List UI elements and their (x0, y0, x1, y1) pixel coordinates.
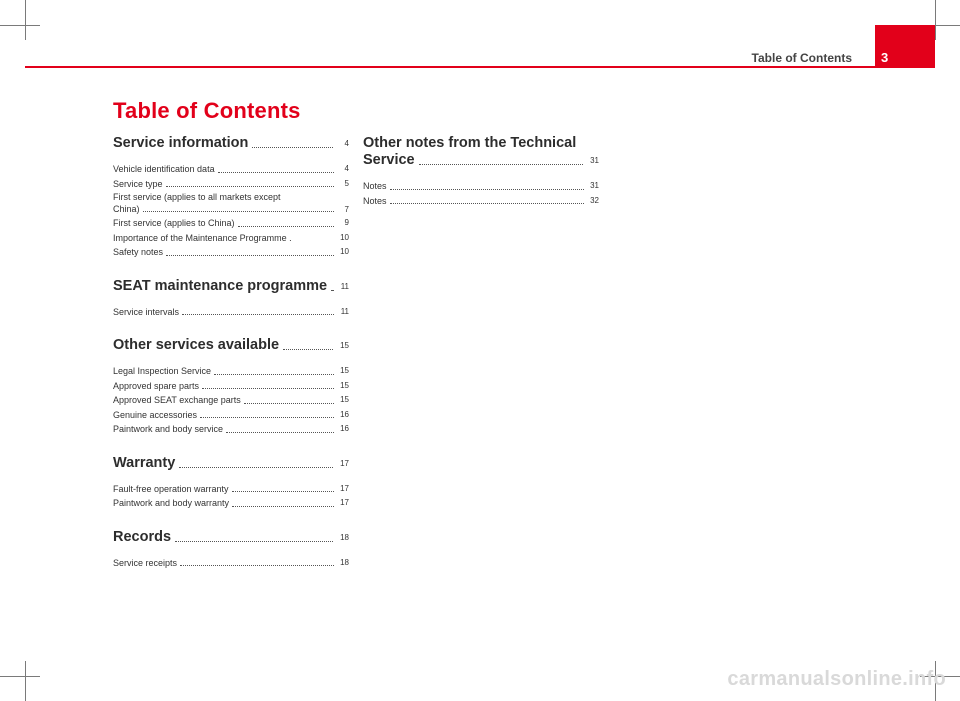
page-ref: 31 (590, 156, 599, 165)
page-ref: 17 (340, 483, 349, 493)
dot-leader (180, 564, 334, 566)
dot-leader (252, 146, 333, 148)
page-ref: 10 (340, 247, 349, 256)
page-ref: 17 (340, 458, 349, 468)
toc-entry[interactable]: Service intervals 11 (113, 305, 349, 320)
dot-leader (200, 416, 334, 418)
page-ref: 15 (340, 366, 349, 375)
page-ref: 7 (344, 205, 349, 214)
toc-entry[interactable]: Fault-free operation warranty 17 (113, 482, 349, 497)
page-ref: 15 (340, 380, 349, 390)
page-ref: 18 (340, 557, 349, 567)
toc-section-heading[interactable]: Records 18 (113, 528, 349, 545)
toc-entry[interactable]: Legal Inspection Service 15 (113, 364, 349, 379)
dot-leader (202, 387, 334, 389)
toc-entry[interactable]: Service receipts 18 (113, 556, 349, 571)
crop-mark (935, 0, 936, 40)
page-ref: 16 (340, 424, 349, 433)
dot-leader (182, 313, 334, 315)
dot-leader (232, 505, 334, 507)
dot-leader (390, 202, 584, 204)
dot-leader (283, 348, 333, 350)
dot-leader (238, 225, 334, 227)
page-ref: 32 (590, 195, 599, 205)
toc-entry[interactable]: Service type 5 (113, 177, 349, 192)
crop-mark (0, 25, 40, 26)
page-number: 3 (881, 50, 889, 65)
toc-entry[interactable]: Vehicle identification data 4 (113, 162, 349, 177)
dot-leader (175, 540, 333, 542)
page-ref: 15 (340, 341, 349, 350)
toc-section (113, 529, 349, 571)
toc-section-heading[interactable]: Other notes from the Technical Service 31 (363, 135, 599, 168)
dot-leader (232, 490, 334, 492)
toc-entry[interactable]: Notes 31 (363, 179, 599, 194)
toc-entry[interactable]: Approved spare parts 15 (113, 379, 349, 394)
watermark: carmanualsonline.info (727, 668, 946, 690)
page-title: Table of Contents (113, 98, 301, 123)
toc-entry[interactable]: First service (applies to China) 9 (113, 216, 349, 231)
toc-entry[interactable]: Paintwork and body warranty 17 (113, 496, 349, 511)
toc-section-heading[interactable]: Warranty 17 (113, 454, 349, 471)
page-ref: 4 (344, 139, 349, 148)
page-ref: 31 (590, 181, 599, 190)
dot-leader (244, 402, 334, 404)
dot-leader (179, 466, 333, 468)
dot-leader (166, 254, 334, 256)
toc-section-heading[interactable]: SEAT maintenance programme 11 (113, 277, 349, 294)
crop-mark (25, 661, 26, 701)
toc-entry[interactable]: Genuine accessories 16 (113, 408, 349, 423)
dot-leader (143, 210, 334, 212)
page-ref: 11 (340, 281, 349, 291)
toc-entry[interactable]: Safety notes 10 (113, 245, 349, 260)
toc-right-column (363, 135, 599, 226)
page-ref: 4 (344, 164, 349, 173)
crop-mark (0, 676, 40, 677)
dot-leader (214, 373, 334, 375)
toc-left-column (113, 135, 349, 588)
page-ref: 16 (340, 409, 349, 419)
toc-section (113, 135, 349, 260)
toc-section (363, 135, 599, 208)
toc-entry[interactable]: Importance of the Maintenance Programme . 10 (113, 231, 349, 246)
toc-section (113, 455, 349, 511)
dot-leader (218, 171, 334, 173)
dot-leader (331, 289, 333, 291)
page-ref: 5 (344, 178, 349, 188)
crop-mark (25, 0, 26, 40)
page-ref: 17 (340, 498, 349, 507)
toc-entry[interactable]: Notes 32 (363, 194, 599, 209)
page-ref: 9 (344, 218, 349, 227)
header-rule (25, 66, 935, 68)
dot-leader (166, 185, 334, 187)
toc-section (113, 278, 349, 320)
dot-leader (390, 188, 584, 190)
dot-leader (226, 431, 334, 433)
running-title: Table of Contents (751, 51, 852, 65)
toc-section-heading[interactable]: Other services available 15 (113, 337, 349, 353)
toc-section-heading[interactable]: Service information 4 (113, 135, 349, 151)
toc-entry[interactable]: First service (applies to all markets except China) 7 (113, 192, 349, 214)
page-ref: 18 (340, 532, 349, 542)
toc-section (113, 337, 349, 437)
toc-entry[interactable]: Paintwork and body service 16 (113, 422, 349, 437)
page-ref: 11 (340, 306, 349, 316)
page-ref: 10 (340, 232, 349, 242)
toc-entry[interactable]: Approved SEAT exchange parts 15 (113, 393, 349, 408)
page-ref: 15 (340, 395, 349, 404)
page-number-tab (875, 25, 935, 68)
dot-leader (419, 163, 583, 165)
